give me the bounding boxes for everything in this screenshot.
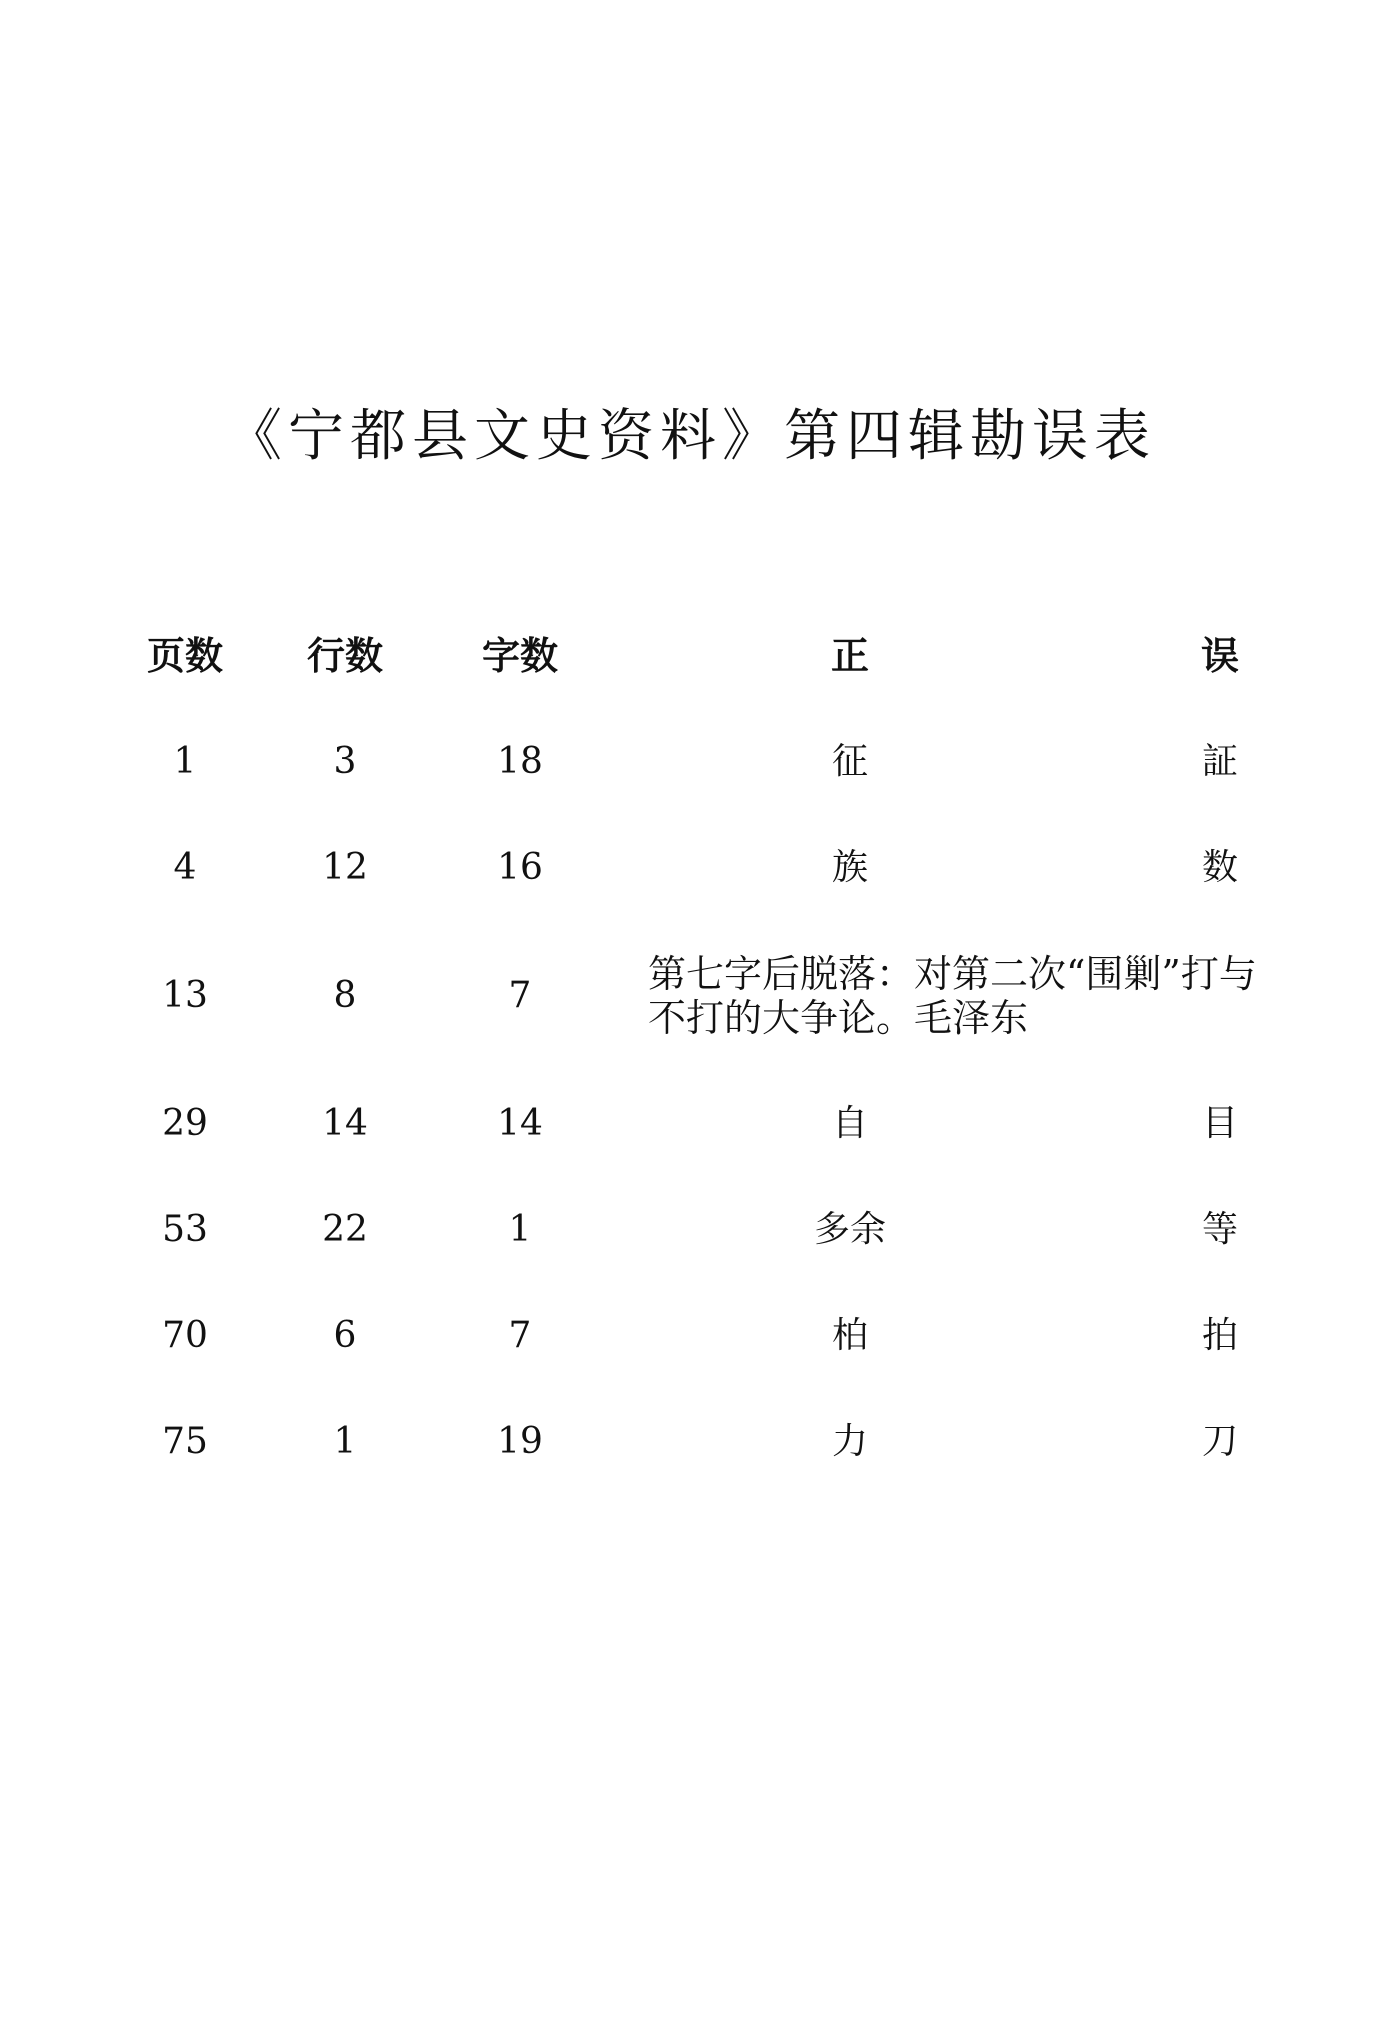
table-row-cell-page: 75	[162, 1421, 208, 1462]
table-row-cell-wrong: 数	[1201, 847, 1238, 888]
header-char: 字数	[481, 634, 558, 678]
table-row-cell-wrong: 証	[1201, 741, 1238, 782]
page-title: 《宁都县文史资料》第四辑勘误表	[226, 404, 1156, 469]
table-row-cell-line: 6	[333, 1315, 357, 1356]
table-row-cell-char: 7	[508, 975, 532, 1016]
table-row-cell-line: 8	[333, 975, 357, 1016]
table-row-cell-wrong: 等	[1201, 1209, 1238, 1250]
table-row-cell-page: 13	[162, 975, 208, 1016]
table-row-cell-page: 1	[173, 741, 197, 782]
table-row-cell-char: 1	[508, 1209, 532, 1250]
table-row-cell-wrong: 刀	[1201, 1421, 1238, 1462]
table-row-cell-char: 18	[497, 741, 543, 782]
table-row-cell-char: 16	[497, 847, 543, 888]
table-row-cell-correct: 征	[831, 741, 868, 782]
table-row-cell-wrong: 目	[1201, 1103, 1238, 1144]
table-row-cell-correct: 族	[831, 847, 868, 888]
table-row-cell-char: 19	[497, 1421, 543, 1462]
table-row-cell-line: 22	[322, 1209, 368, 1250]
header-line: 行数	[306, 634, 383, 678]
table-row-cell-page: 4	[173, 847, 197, 888]
table-row-cell-correct-long: 第七字后脱落：对第二次“围剿”打与不打的大争论。毛泽东	[648, 952, 1257, 1040]
table-row-cell-wrong: 拍	[1201, 1315, 1238, 1356]
table-row-cell-page: 53	[162, 1209, 208, 1250]
table-row-cell-line: 14	[322, 1103, 368, 1144]
table-row-cell-line: 1	[333, 1421, 357, 1462]
table-row-cell-correct: 力	[831, 1421, 868, 1462]
header-wrong: 误	[1200, 634, 1239, 678]
table-row-cell-correct: 多余	[813, 1209, 886, 1250]
table-row-cell-correct: 自	[831, 1103, 868, 1144]
header-page: 页数	[146, 634, 223, 678]
table-row-cell-line: 3	[333, 741, 357, 782]
table-row-cell-correct: 柏	[831, 1315, 868, 1356]
table-row-cell-char: 7	[508, 1315, 532, 1356]
table-row-cell-line: 12	[322, 847, 368, 888]
header-correct: 正	[830, 634, 869, 678]
table-row-cell-page: 29	[162, 1103, 208, 1144]
table-row-cell-page: 70	[162, 1315, 208, 1356]
table-row-cell-char: 14	[497, 1103, 543, 1144]
